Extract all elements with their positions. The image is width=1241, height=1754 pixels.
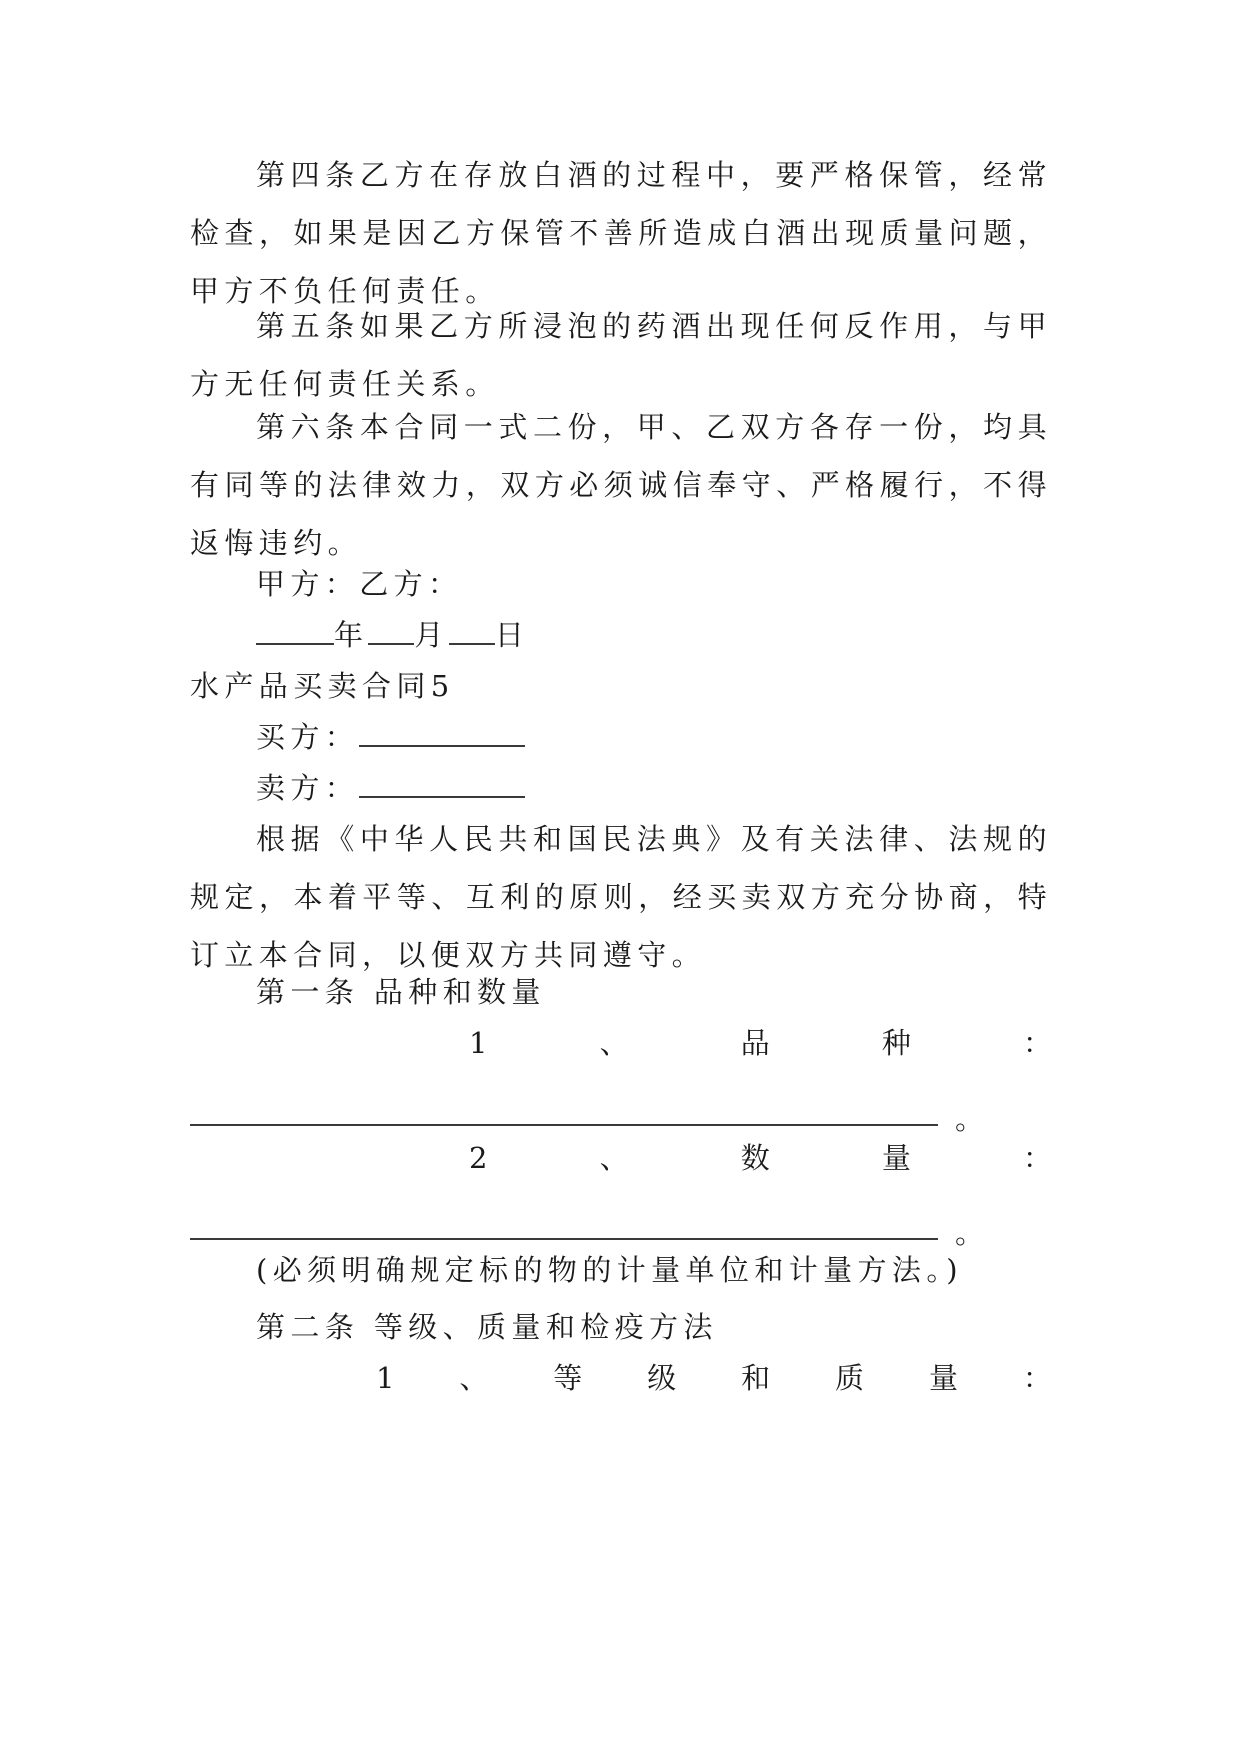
article-4: 第四条乙方在存放白酒的过程中，要严格保管，经常检查，如果是因乙方保管不善所造成白酒出现质量问题，甲方不负任何责任。 bbox=[190, 158, 1052, 308]
quantity-blank bbox=[190, 1238, 938, 1240]
item-1-colon: ： bbox=[1022, 1026, 1052, 1060]
year-blank bbox=[256, 621, 334, 645]
item-3-sep: 、 bbox=[459, 1361, 489, 1395]
seller-label: 卖方： bbox=[256, 771, 360, 805]
variety-period: 。 bbox=[955, 1102, 985, 1136]
day-blank bbox=[449, 621, 495, 645]
item-1-char-2: 种 bbox=[881, 1026, 911, 1060]
item-3-char-2: 级 bbox=[647, 1361, 677, 1395]
month-label: 月 bbox=[414, 618, 449, 652]
quantity-period: 。 bbox=[955, 1216, 985, 1250]
article-6: 第六条本合同一式二份，甲、乙双方各存一份，均具有同等的法律效力，双方必须诚信奉守、严格履行，不得返悔违约。 bbox=[190, 410, 1052, 560]
item-3-number: 1 bbox=[376, 1361, 395, 1395]
item-3-char-3: 和 bbox=[741, 1361, 771, 1395]
seller-blank bbox=[359, 774, 525, 798]
item-3-char-5: 量 bbox=[928, 1361, 958, 1395]
buyer-line bbox=[256, 708, 525, 766]
variety-blank bbox=[190, 1124, 938, 1126]
item-3-grade-quality bbox=[190, 1349, 1052, 1407]
article-5: 第五条如果乙方所浸泡的药酒出现任何反作用，与甲方无任何责任关系。 bbox=[190, 309, 1052, 401]
item-3-char-4: 质 bbox=[835, 1361, 865, 1395]
measurement-note: (必须明确规定标的物的计量单位和计量方法。) bbox=[256, 1253, 963, 1287]
item-3-colon: ： bbox=[1022, 1361, 1052, 1395]
item-1-number: 1 bbox=[469, 1026, 488, 1060]
preamble: 根据《中华人民共和国民法典》及有关法律、法规的规定，本着平等、互利的原则，经买卖双方充分协商，特订立本合同，以便双方共同遵守。 bbox=[190, 822, 1052, 972]
year-label: 年 bbox=[334, 618, 369, 652]
section-2-title: 第二条 等级、质量和检疫方法 bbox=[256, 1310, 718, 1344]
item-2-sep: 、 bbox=[599, 1141, 629, 1175]
buyer-blank bbox=[359, 723, 525, 747]
item-3-char-1: 等 bbox=[553, 1361, 583, 1395]
day-label: 日 bbox=[494, 618, 530, 652]
buyer-label: 买方： bbox=[256, 720, 360, 754]
item-1-variety bbox=[190, 1014, 1052, 1072]
item-2-number: 2 bbox=[469, 1141, 488, 1175]
item-2-quantity bbox=[190, 1129, 1052, 1187]
section-1-title: 第一条 品种和数量 bbox=[256, 975, 546, 1009]
seller-line bbox=[256, 759, 525, 817]
item-1-sep: 、 bbox=[599, 1026, 629, 1060]
month-blank bbox=[368, 621, 414, 645]
signature-line: 甲方：乙方： bbox=[256, 567, 463, 601]
item-2-colon: ： bbox=[1022, 1141, 1052, 1175]
date-line bbox=[256, 606, 529, 664]
contract-title: 水产品买卖合同5 bbox=[190, 669, 455, 703]
item-2-char-1: 数 bbox=[740, 1141, 770, 1175]
item-1-char-1: 品 bbox=[740, 1026, 770, 1060]
item-2-char-2: 量 bbox=[881, 1141, 911, 1175]
